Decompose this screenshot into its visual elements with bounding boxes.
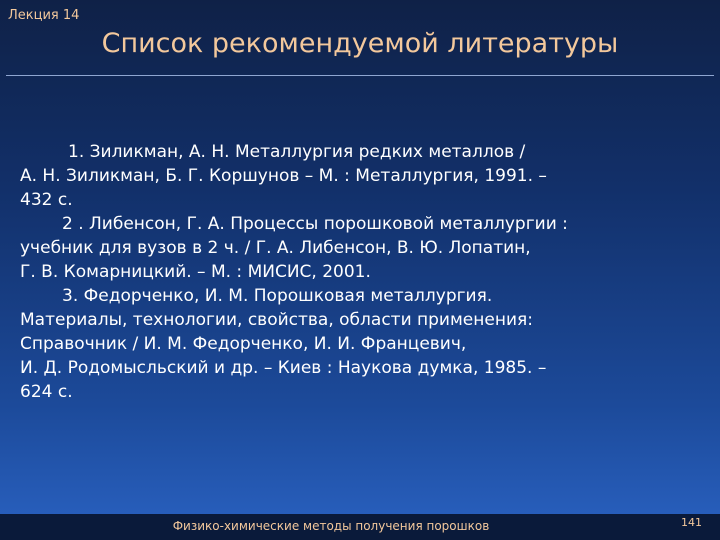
page-title: Список рекомендуемой литературы [101,28,619,59]
reference-1-line: 432 с. [20,190,73,210]
reference-2-line: Г. В. Комарницкий. – М. : МИСИС, 2001. [20,262,371,282]
reference-3-line: 624 с. [20,382,73,402]
reference-3-first-line: 3. Федорченко, И. М. Порошковая металлургия. [62,286,493,306]
lecture-label: Лекция 14 [8,8,80,23]
reference-3-line: Справочник / И. М. Федорченко, И. И. Францевич, [20,334,467,354]
page-number: 141 [681,516,702,529]
reference-2-first-line: 2 . Либенсон, Г. А. Процессы порошковой металлургии : [62,214,568,234]
footer-bar [0,514,720,540]
title-divider [6,75,714,76]
reference-1-first-line: 1. Зиликман, А. Н. Металлургия редких металлов / [68,142,526,162]
reference-3-line: И. Д. Родомысльский и др. – Киев : Наукова думка, 1985. – [20,358,547,378]
reference-3-line: Материалы, технологии, свойства, области применения: [20,310,533,330]
footer-course-title: Физико-химические методы получения порошков [172,519,490,533]
references-list [20,140,696,404]
reference-1-line: А. Н. Зиликман, Б. Г. Коршунов – М. : Металлургия, 1991. – [20,166,547,186]
reference-2-line: учебник для вузов в 2 ч. / Г. А. Либенсон, В. Ю. Лопатин, [20,238,531,258]
